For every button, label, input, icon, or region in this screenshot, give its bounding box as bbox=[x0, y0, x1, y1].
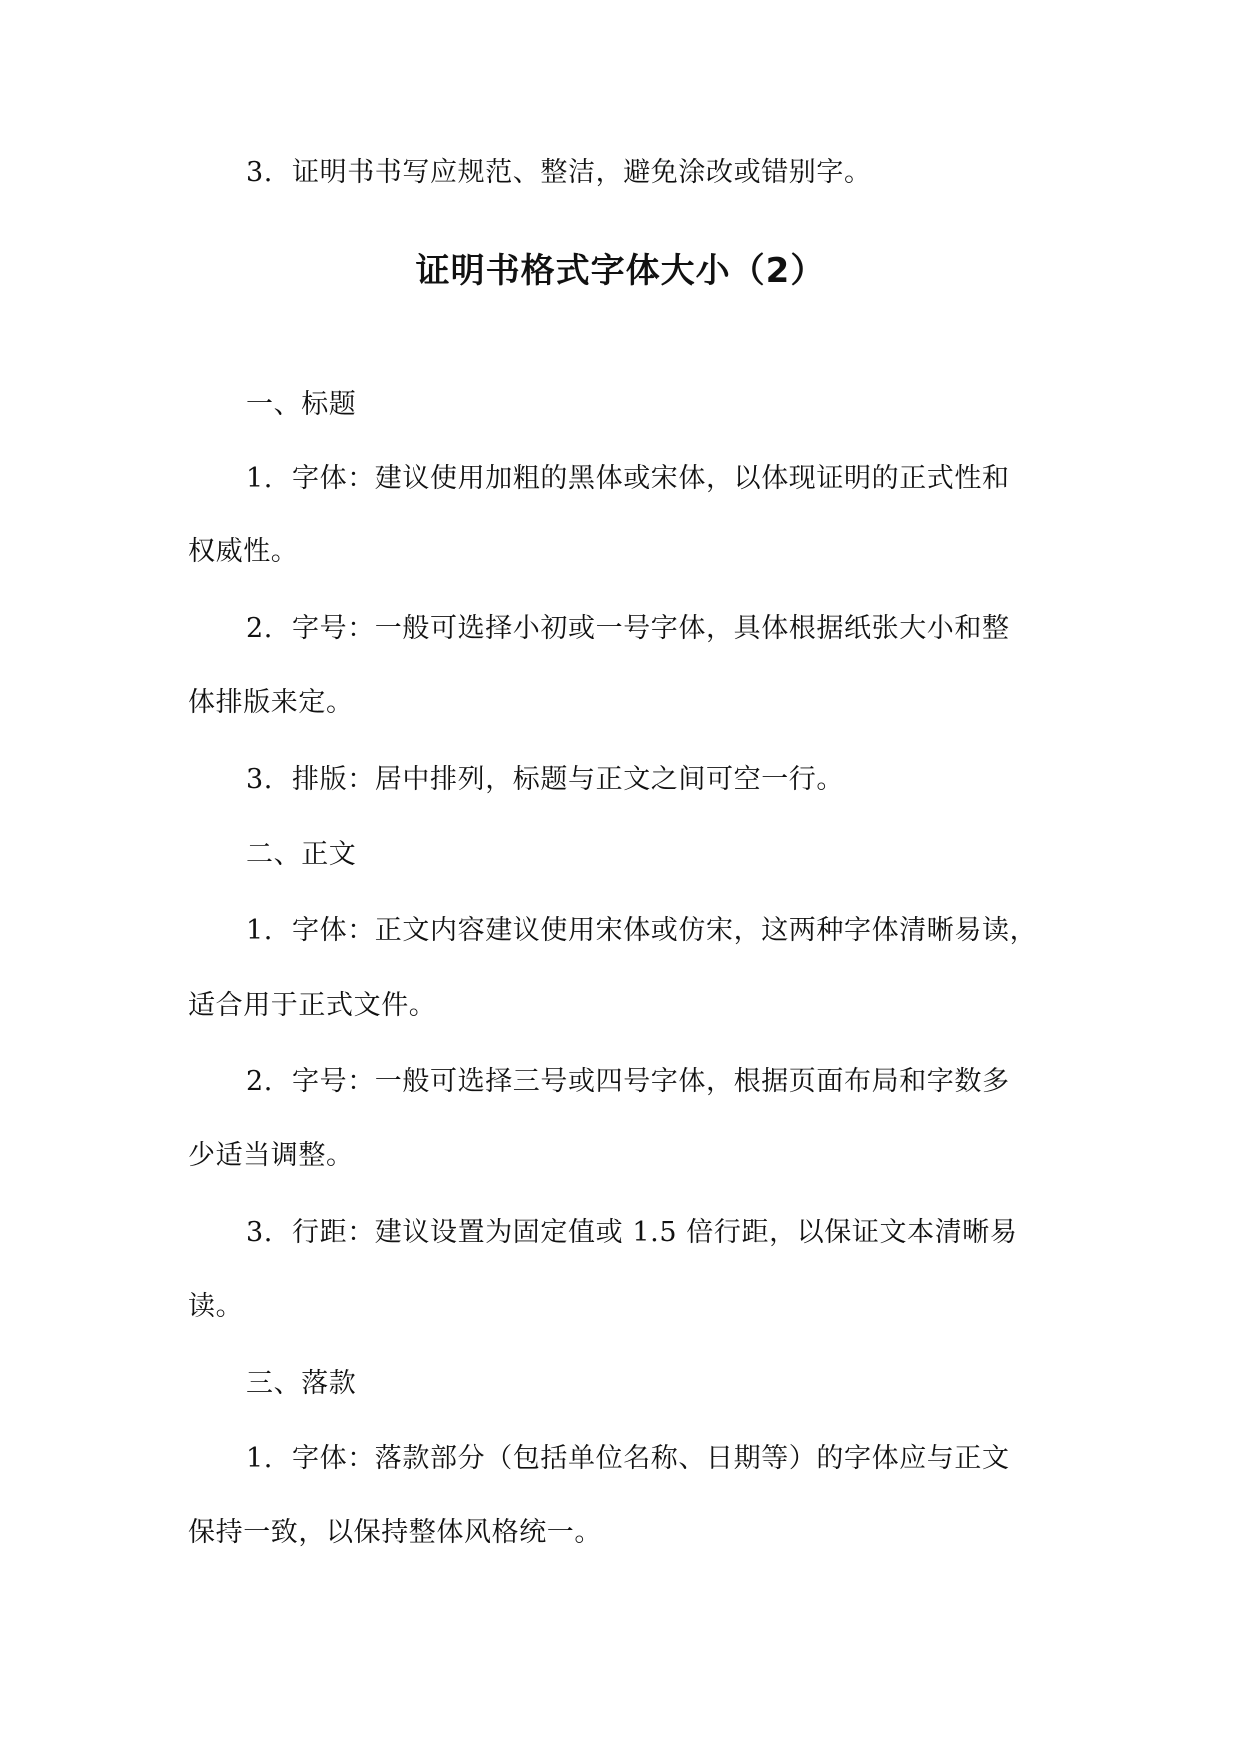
body-section-item-3-line-1 bbox=[246, 1213, 1018, 1253]
page-title: 证明书格式字体大小（2） bbox=[415, 251, 826, 291]
body-section-item-1-line-2: 适合用于正式文件。 bbox=[188, 990, 437, 1021]
body-section-item-1-line-1 bbox=[246, 911, 1037, 951]
item-number: 2. bbox=[246, 1066, 273, 1097]
item-number: 1. bbox=[246, 463, 273, 494]
section-heading-title: 一、标题 bbox=[246, 389, 357, 420]
body-section-item-2-line-2: 少适当调整。 bbox=[188, 1140, 354, 1171]
top-item-number: 3. bbox=[246, 157, 273, 188]
top-item-text: 证明书书写应规范、整洁，避免涂改或错别字。 bbox=[292, 157, 872, 188]
item-text: 排版：居中排列，标题与正文之间可空一行。 bbox=[292, 764, 844, 795]
item-number: 3. bbox=[246, 764, 273, 795]
item-text: 字号：一般可选择三号或四号字体，根据页面布局和字数多 bbox=[292, 1066, 1010, 1097]
item-number: 3. bbox=[246, 1217, 273, 1248]
item-number: 1. bbox=[246, 915, 273, 946]
title-section-item-1-line-2: 权威性。 bbox=[188, 536, 299, 567]
body-section-item-2-line-1 bbox=[246, 1062, 1010, 1102]
item-text: 行距：建议设置为固定值或 1.5 倍行距，以保证文本清晰易 bbox=[292, 1217, 1018, 1248]
item-number: 1. bbox=[246, 1443, 273, 1474]
item-number: 2. bbox=[246, 613, 273, 644]
item-text: 字号：一般可选择小初或一号字体，具体根据纸张大小和整 bbox=[292, 613, 1010, 644]
top-list-item bbox=[246, 153, 872, 193]
signature-section-item-1-line-1 bbox=[246, 1439, 1010, 1479]
section-heading-body: 二、正文 bbox=[246, 839, 357, 870]
title-section-item-3 bbox=[246, 760, 844, 800]
body-section-item-3-line-2: 读。 bbox=[188, 1291, 244, 1322]
item-text: 字体：建议使用加粗的黑体或宋体，以体现证明的正式性和 bbox=[292, 463, 1010, 494]
section-heading-signature: 三、落款 bbox=[246, 1368, 357, 1399]
title-section-item-1-line-1 bbox=[246, 459, 1010, 499]
item-text: 字体：正文内容建议使用宋体或仿宋，这两种字体清晰易读， bbox=[292, 915, 1038, 946]
item-text: 字体：落款部分（包括单位名称、日期等）的字体应与正文 bbox=[292, 1443, 1010, 1474]
title-section-item-2-line-1 bbox=[246, 609, 1010, 649]
signature-section-item-1-line-2: 保持一致，以保持整体风格统一。 bbox=[188, 1517, 602, 1548]
title-section-item-2-line-2: 体排版来定。 bbox=[188, 687, 354, 718]
